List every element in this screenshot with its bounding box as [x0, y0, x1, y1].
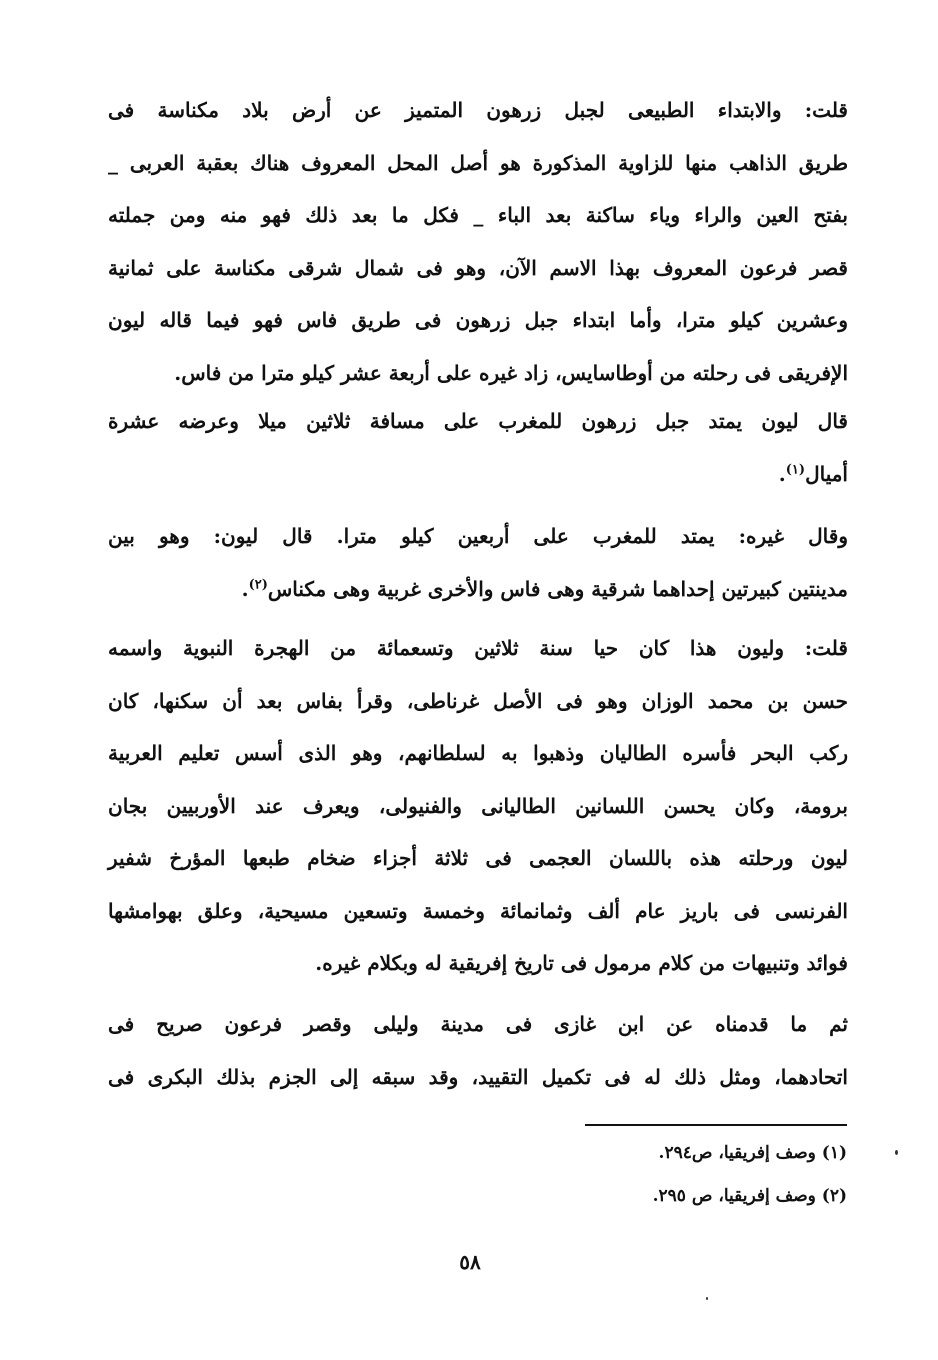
footnote-divider — [585, 1124, 847, 1126]
text-line: قال ليون يمتد جبل زرهون للمغرب على مسافة ثلاثين ميلا وعرضه عشرة — [108, 409, 848, 433]
text-line: فوائد وتنبيهات من كلام مرمول فى تاريخ إفريقية له وبكلام غيره. — [315, 951, 848, 975]
text-line: الإفريقى فى رحلته من أوطاسايس، زاد غيره على أربعة عشر كيلو مترا من فاس. — [174, 360, 848, 385]
page-number: ٥٨ — [459, 1250, 481, 1274]
text-line: أميال$^{(١)}$. — [778, 461, 848, 486]
footnote-marker: (٢) — [248, 576, 268, 592]
text-line: ليون ورحلته هذه باللسان العجمى فى ثلاثة أجزاء ضخام طبعها المؤرخ شفير — [108, 846, 848, 870]
scan-speck — [706, 1297, 708, 1300]
text-line: قلت: والابتداء الطبيعى لجبل زرهون المتميز عن أرض بلاد مكناسة فى — [108, 98, 848, 122]
text-line: اتحادهما، ومثل ذلك له فى تكميل التقييد، وقد سبقه إلى الجزم بذلك البكرى فى — [108, 1064, 848, 1089]
text-line: الفرنسى فى باريز عام ألف وثمانمائة وخمسة وتسعين مسيحية، وعلق بهوامشها — [108, 898, 848, 923]
text-line: وقال غيره: يمتد للمغرب على أربعين كيلو مترا. قال ليون: وهو بين — [108, 524, 848, 548]
text-line: ركب البحر فأسره الطاليان وذهبوا به لسلطانهم، وهو الذى أسس تعليم العربية — [108, 741, 848, 765]
footnote-2: (٢) وصف إفريقيا، ص ٢٩٥. — [652, 1186, 847, 1206]
paragraph-4 — [108, 622, 848, 990]
paragraph-3 — [108, 510, 848, 615]
text-line: قلت: وليون هذا كان حيا سنة ثلاثين وتسعمائة من الهجرة النبوية واسمه — [108, 636, 848, 660]
paragraph-2 — [108, 395, 848, 500]
footnotes — [540, 1132, 847, 1218]
text-line: طريق الذاهب منها للزاوية المذكورة هو أصل المحل المعروف هناك بعقبة العربى _ — [108, 150, 848, 175]
footnote-1: (١) وصف إفريقيا، ص٢٩٤. — [658, 1143, 847, 1163]
footnote-marker: (١) — [785, 461, 806, 477]
text-line: وعشرين كيلو مترا، وأما ابتداء جبل زرهون فى طريق فاس فهو فيما قاله ليون — [108, 308, 848, 332]
paragraph-1 — [108, 84, 848, 399]
text-line: بفتح العين والراء وياء ساكنة بعد الباء _ فكل ما بعد ذلك فهو منه ومن جملته — [108, 203, 848, 227]
scan-speck — [895, 1150, 898, 1155]
text-line: ثم ما قدمناه عن ابن غازى فى مدينة وليلى وقصر فرعون صريح فى — [108, 1012, 848, 1036]
text-line: حسن بن محمد الوزان وهو فى الأصل غرناطى، وقرأ بفاس بعد أن سكنها، كان — [108, 688, 848, 713]
text-line: برومة، وكان يحسن اللسانين الطاليانى والفنيولى، ويعرف عند الأوربيين بجان — [108, 793, 848, 818]
text-line: قصر فرعون المعروف بهذا الاسم الآن، وهو فى شمال شرقى مكناسة على ثمانية — [108, 255, 848, 280]
text-line: مدينتين كبيرتين إحداهما شرقية وهى فاس والأخرى غربية وهى مكناس$^{(٢)}$. — [241, 576, 848, 601]
paragraph-5 — [108, 998, 848, 1103]
